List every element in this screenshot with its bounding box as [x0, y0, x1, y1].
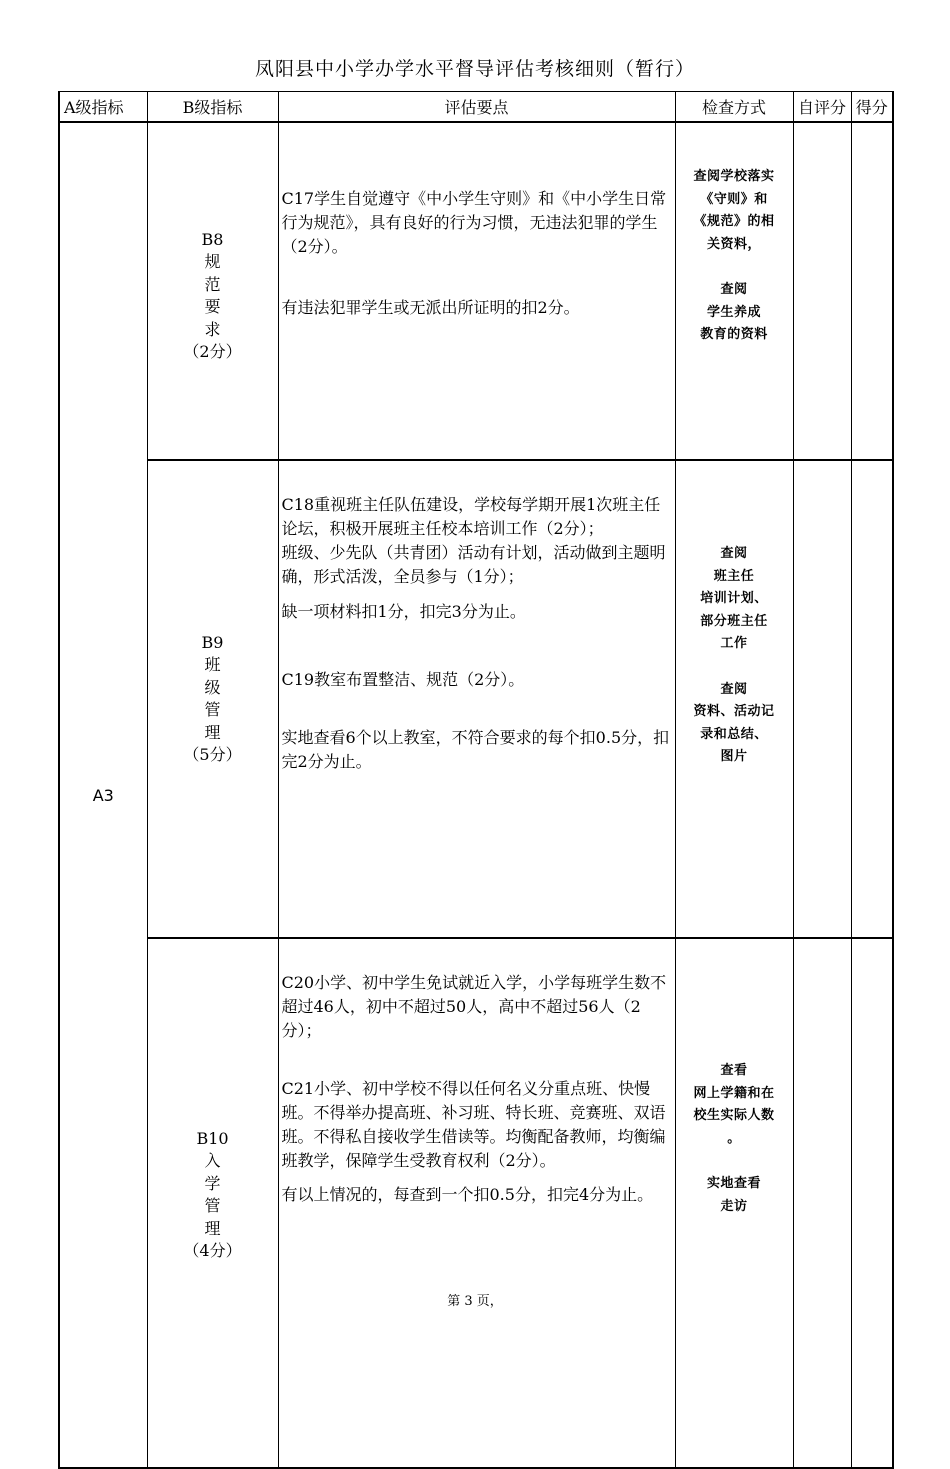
header-points: 评估要点 — [278, 92, 675, 123]
method-line — [676, 256, 793, 279]
method-line: 校生实际人数 — [693, 1108, 775, 1124]
point-text: 实地查看6个以上教室，不符合要求的每个扣0.5分，扣完2分为止。 — [281, 728, 670, 771]
point-text: C17学生自觉遵守《中小学生守则》和《中小学生日常行为规范》，具有良好的行为习惯，无违法犯罪的学生（2分）。 — [281, 189, 667, 256]
method-line: 走访 — [720, 1198, 748, 1214]
a-indicator-cell — [59, 122, 147, 1468]
method-line: 部分班主任 — [700, 613, 768, 629]
b-name-char: 级 — [204, 677, 221, 697]
header-a-level: A级指标 — [59, 92, 147, 123]
method-line: 资料、活动记 — [693, 704, 775, 720]
point-text: 有违法犯罪学生或无派出所证明的扣2分。 — [281, 298, 580, 317]
method-line: 录和总结、 — [700, 726, 768, 742]
method-line: 教育的资料 — [700, 327, 768, 343]
points-b9 — [278, 460, 675, 938]
point-text: C18重视班主任队伍建设，学校每学期开展1次班主任论坛，积极开展班主任校本培训工作（2分）； — [281, 495, 661, 538]
b-indicator-b9 — [147, 460, 278, 938]
table-header-row — [59, 92, 893, 123]
method-line — [676, 1150, 793, 1173]
point-text: C20小学、初中学生免试就近入学，小学每班学生数不超过46人，初中不超过50人，高中不超过56人（2分）； — [281, 973, 667, 1040]
method-b8 — [675, 122, 793, 460]
b-name-char: 要 — [204, 297, 221, 316]
b-name-char: 班 — [204, 655, 221, 674]
point-text: 班级、少先队（共青团）活动有计划，活动做到主题明确，形式活泼，全员参与（1分）； — [281, 543, 666, 586]
b-code: B10 — [196, 1128, 229, 1148]
score-cell-b8[interactable] — [851, 122, 893, 460]
b-name-char: 理 — [204, 722, 221, 742]
b-name-char: 理 — [204, 1218, 221, 1238]
method-line: 查阅学校落实 — [693, 169, 775, 184]
method-line: 《守则》和 — [700, 191, 768, 207]
header-b-level: B级指标 — [147, 92, 278, 123]
method-line: 网上学籍和在 — [693, 1085, 775, 1101]
table-row-b9 — [59, 460, 893, 938]
point-text: C19教室布置整洁、规范（2分）。 — [281, 670, 525, 689]
self-score-cell-b8[interactable] — [793, 122, 851, 460]
method-line: 。 — [727, 1130, 741, 1146]
b-indicator-b8 — [147, 122, 278, 460]
point-text: C21小学、初中学校不得以任何名义分重点班、快慢班。不得举办提高班、补习班、特长班、竞赛班、双语班。不得私自接收学生借读等。均衡配备教师，均衡编班教学，保障学生受教育权利（2分）。 — [281, 1079, 666, 1170]
score-cell-b9[interactable] — [851, 460, 893, 938]
points-b8 — [278, 122, 675, 460]
b-points: （4分） — [183, 1241, 242, 1260]
method-b9 — [675, 460, 793, 938]
method-line: 查阅 — [720, 281, 748, 297]
method-line: 查阅 — [720, 681, 748, 697]
point-text: 缺一项材料扣1分，扣完3分为止。 — [281, 602, 526, 621]
b-indicator-b10 — [147, 938, 278, 1468]
b-name-char: 管 — [204, 1196, 221, 1215]
header-method: 检查方式 — [675, 92, 793, 123]
header-score: 得分 — [851, 92, 893, 123]
a-indicator-label: A3 — [92, 785, 114, 805]
b-name-char: 规 — [204, 252, 221, 271]
method-line — [676, 656, 793, 679]
method-line: 培训计划、 — [700, 591, 768, 607]
method-b10 — [675, 938, 793, 1468]
method-line: 《规范》的相 — [693, 214, 775, 230]
method-line: 查看 — [720, 1063, 748, 1078]
method-line: 学生养成 — [706, 304, 761, 320]
table-row-b10 — [59, 938, 893, 1468]
method-line: 查阅 — [720, 546, 748, 561]
b-name-char: 求 — [204, 319, 221, 339]
b-name-char: 范 — [204, 274, 221, 294]
score-cell-b10[interactable] — [851, 938, 893, 1468]
b-name-char: 学 — [204, 1173, 221, 1193]
b-code: B8 — [201, 229, 224, 249]
page-title: 凤阳县中小学办学水平督导评估考核细则（暂行） — [254, 58, 695, 80]
method-line: 实地查看 — [706, 1175, 761, 1191]
table-row-b8 — [59, 122, 893, 460]
assessment-table — [58, 91, 894, 1469]
method-line: 工作 — [720, 636, 748, 652]
self-score-cell-b10[interactable] — [793, 938, 851, 1468]
method-line: 图片 — [720, 749, 748, 765]
page-footer: 第 3 页， — [447, 1294, 503, 1309]
b-points: （5分） — [183, 745, 242, 764]
points-b10 — [278, 938, 675, 1468]
header-self-score: 自评分 — [793, 92, 851, 123]
b-points: （2分） — [183, 342, 242, 361]
method-line: 班主任 — [713, 568, 755, 584]
b-name-char: 入 — [204, 1151, 221, 1170]
b-name-char: 管 — [204, 700, 221, 719]
b-code: B9 — [201, 632, 224, 652]
method-line: 关资料， — [706, 236, 761, 252]
point-text: 有以上情况的，每查到一个扣0.5分，扣完4分为止。 — [281, 1185, 654, 1204]
self-score-cell-b9[interactable] — [793, 460, 851, 938]
